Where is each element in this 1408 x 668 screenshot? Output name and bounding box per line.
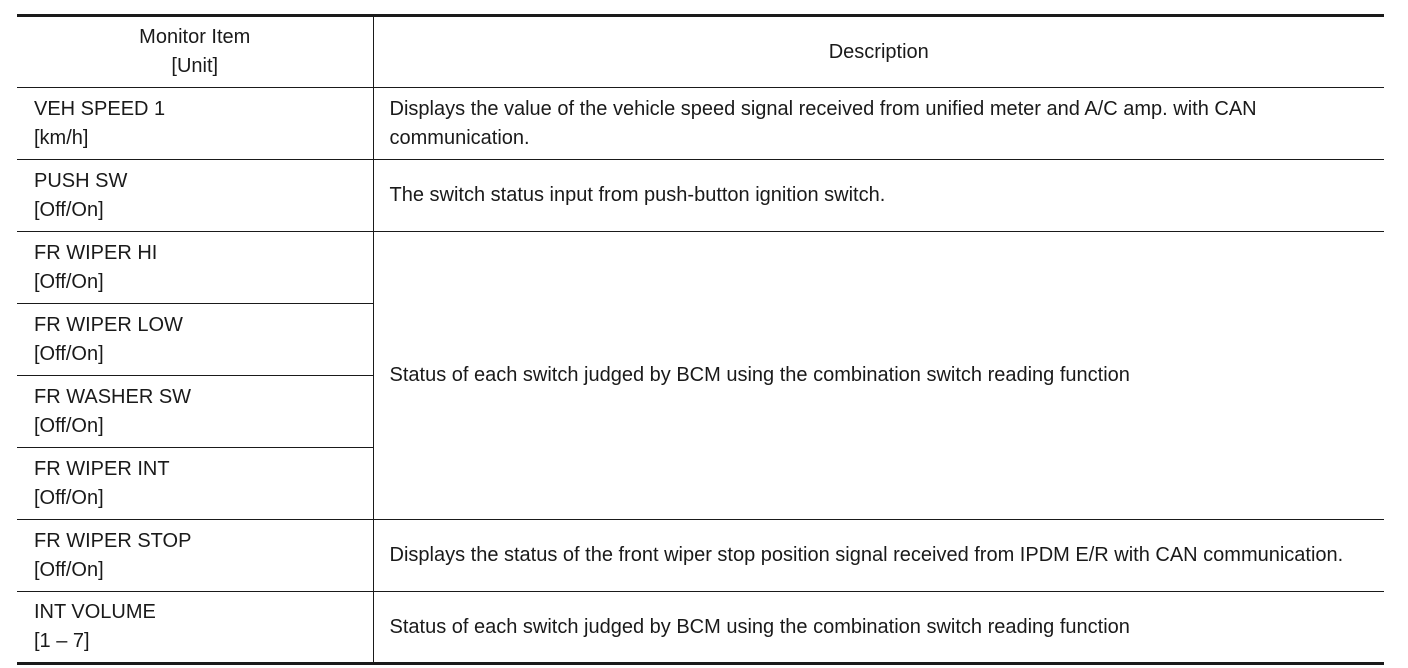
table-row [17,160,1384,232]
item-name: FR WIPER INT [34,457,170,480]
monitor-item-table [17,14,1384,665]
table-row [17,592,1384,664]
item-unit: [Off/On] [34,558,104,581]
item-name: FR WIPER HI [34,241,158,264]
description-cell: Status of each switch judged by BCM using the combination switch reading function [373,592,1384,664]
monitor-item-cell [17,160,373,232]
monitor-item-header [17,16,373,88]
monitor-item-cell [17,232,373,304]
description-cell: Displays the status of the front wiper stop position signal received from IPDM E/R with CAN communication. [373,520,1384,592]
item-name: FR WIPER LOW [34,313,183,336]
table-row [17,232,1384,304]
item-unit: [Off/On] [34,198,104,221]
monitor-item-cell [17,304,373,376]
monitor-item-cell [17,520,373,592]
monitor-item-cell [17,448,373,520]
item-name: INT VOLUME [34,601,156,623]
item-name: FR WASHER SW [34,385,192,408]
item-unit: [Off/On] [34,486,104,509]
item-name: FR WIPER STOP [34,529,192,552]
item-unit: [1 – 7] [34,630,90,652]
monitor-item-cell [17,376,373,448]
item-unit: [Off/On] [34,342,104,365]
item-unit: [km/h] [34,126,89,149]
item-name: VEH SPEED 1 [34,97,166,120]
description-cell: Status of each switch judged by BCM using the combination switch reading function [373,232,1384,520]
item-unit: [Off/On] [34,414,104,437]
description-header: Description [373,16,1384,88]
monitor-item-cell [17,592,373,664]
monitor-item-header-label: Monitor Item [139,26,251,48]
monitor-item-cell [17,88,373,160]
item-name: PUSH SW [34,169,128,192]
table-header-row [17,16,1384,88]
item-unit: [Off/On] [34,270,104,293]
description-cell: The switch status input from push-button ignition switch. [373,160,1384,232]
table-row [17,520,1384,592]
table-row [17,88,1384,160]
monitor-item-header-unit: [Unit] [171,55,219,77]
description-cell: Displays the value of the vehicle speed signal received from unified meter and A/C amp. with CAN communication. [373,88,1384,160]
